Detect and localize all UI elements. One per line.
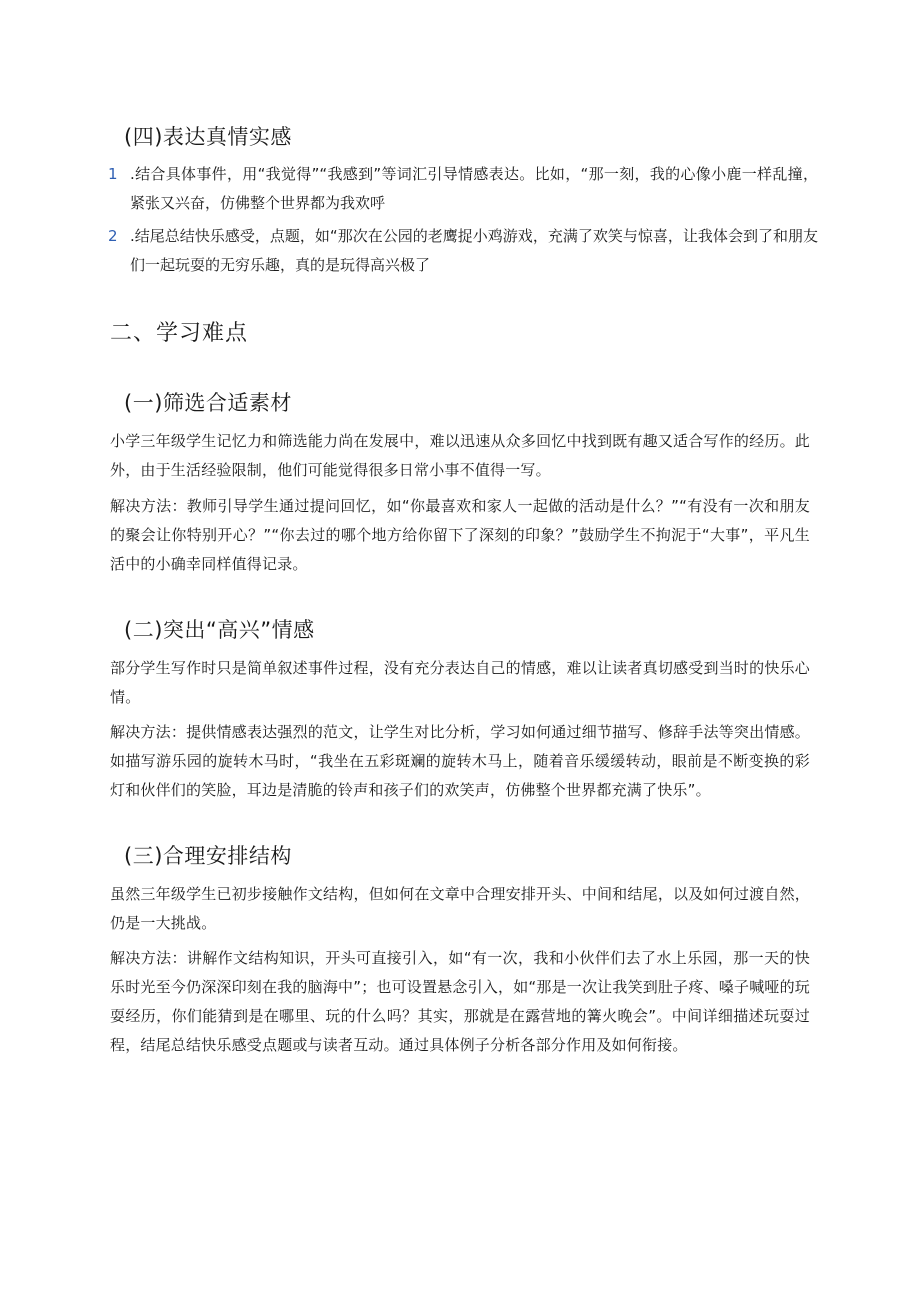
list-number: 1 <box>108 165 118 183</box>
sub-two-paragraph: 部分学生写作时只是简单叙述事件过程，没有充分表达自己的情感，难以让读者真切感受到当时的快乐心情。 <box>110 659 810 706</box>
list-text: .结尾总结快乐感受，点题，如“那次在公园的老鹰捉小鸡游戏，充满了欢笑与惊喜，让我体会到了和朋友们一起玩耍的无穷乐趣，真的是玩得高兴极了 <box>130 227 818 274</box>
sub-two-heading: (二)突出“高兴”情感 <box>124 618 315 642</box>
list-item <box>108 160 820 218</box>
list-item <box>108 222 820 280</box>
section-four-heading: (四)表达真情实感 <box>124 125 292 149</box>
section-difficulties-heading: 二、学习难点 <box>110 321 249 346</box>
list-number: 2 <box>108 227 118 245</box>
sub-one-paragraph: 小学三年级学生记忆力和筛选能力尚在发展中，难以迅速从众多回忆中找到既有趣又适合写作的经历。此外，由于生活经验限制，他们可能觉得很多日常小事不值得一写。 <box>110 432 810 479</box>
sub-three-solution: 解决方法：讲解作文结构知识，开头可直接引入，如“有一次，我和小伙伴们去了水上乐园，那一天的快乐时光至今仍深深印刻在我的脑海中”；也可设置悬念引入，如“那是一次让我笑到肚子疼、嗓子喊哑的玩耍经历，你们能猜到是在哪里、玩的什么吗？其实，那就是在露营地的篝火晚会”。中间详细描述玩耍过程，结尾总结快乐感受点题或与读者互动。通过具体例子分析各部分作用及如何衔接。 <box>110 949 810 1054</box>
sub-one-solution: 解决方法：教师引导学生通过提问回忆，如“你最喜欢和家人一起做的活动是什么？”“有没有一次和朋友的聚会让你特别开心？”“你去过的哪个地方给你留下了深刻的印象？”鼓励学生不拘泥于“大事”，平凡生活中的小确幸同样值得记录。 <box>110 497 810 573</box>
sub-three-paragraph: 虽然三年级学生已初步接触作文结构，但如何在文章中合理安排开头、中间和结尾，以及如何过渡自然，仍是一大挑战。 <box>110 885 810 932</box>
sub-two-solution: 解决方法：提供情感表达强烈的范文，让学生对比分析，学习如何通过细节描写、修辞手法等突出情感。如描写游乐园的旋转木马时，“我坐在五彩斑斓的旋转木马上，随着音乐缓缓转动，眼前是不断变换的彩灯和伙伴们的笑脸，耳边是清脆的铃声和孩子们的欢笑声，仿佛整个世界都充满了快乐”。 <box>110 723 810 799</box>
sub-one-heading: (一)筛选合适素材 <box>124 391 292 415</box>
sub-three-heading: (三)合理安排结构 <box>124 844 292 868</box>
list-text: .结合具体事件，用“我觉得”“我感到”等词汇引导情感表达。比如，“那一刻，我的心像小鹿一样乱撞，紧张又兴奋，仿佛整个世界都为我欢呼 <box>130 165 818 212</box>
